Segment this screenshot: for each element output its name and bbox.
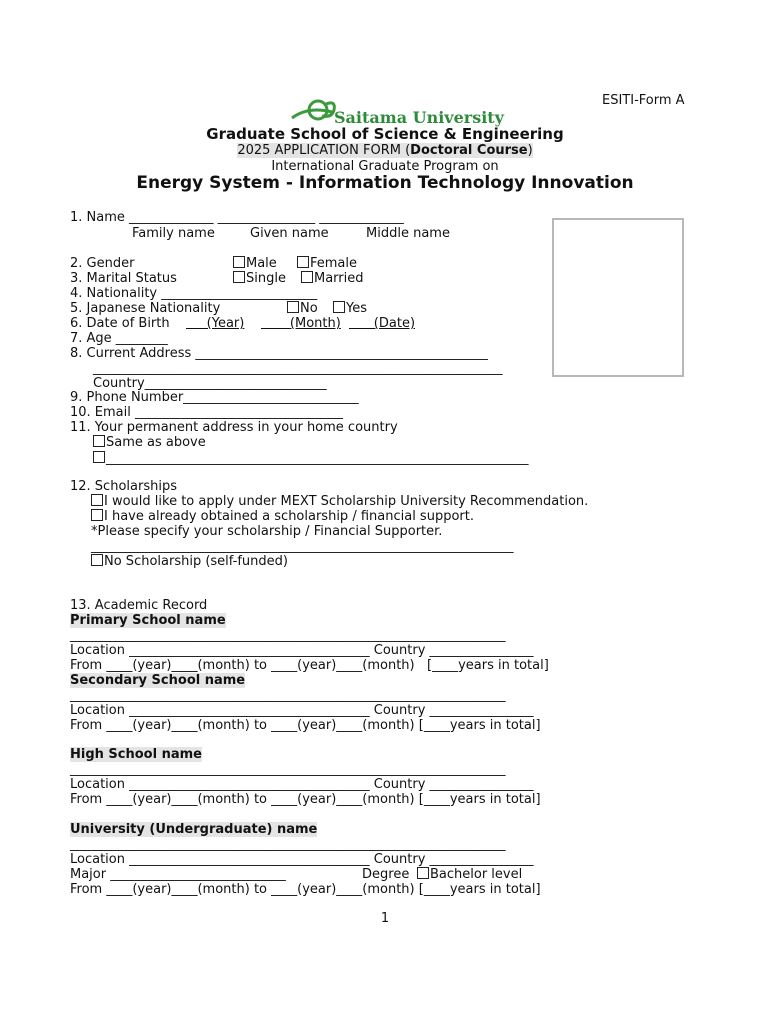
marital-label: 3. Marital Status (70, 271, 177, 286)
marital-married-option[interactable]: Married (301, 271, 364, 286)
japanese-nationality-label: 5. Japanese Nationality (70, 301, 221, 316)
program-title: Energy System - Information Technology Innovation (136, 173, 634, 193)
degree-bachelor-option[interactable]: Bachelor level (417, 867, 522, 882)
secondary-school-name-field[interactable]: ___________________________________________________________________ (70, 688, 506, 703)
secondary-period-field[interactable]: From ____(year)____(month) to ____(year)____(month) [____years in total] (70, 718, 541, 733)
japanese-no-option[interactable]: No (287, 301, 318, 316)
scholarship-mext-option[interactable]: I would like to apply under MEXT Scholarship University Recommendation. (91, 494, 588, 509)
form-line-post: ) (527, 143, 533, 158)
name-middle-label: Middle name (366, 226, 450, 241)
form-line-pre: 2025 APPLICATION FORM ( (237, 143, 411, 158)
checkbox-icon[interactable] (233, 271, 245, 283)
gender-female-option[interactable]: Female (297, 256, 357, 271)
secondary-location-field[interactable]: Location _____________________________________ Country ________________ (70, 703, 534, 718)
program-intro: International Graduate Program on (271, 159, 499, 174)
primary-period-field[interactable]: From ____(year)____(month) to ____(year)____(month) [____years in total] (70, 658, 549, 673)
checkbox-icon[interactable] (301, 271, 313, 283)
name-family-label: Family name (132, 226, 215, 241)
scholarship-obtained-option[interactable]: I have already obtained a scholarship / financial support. (91, 509, 474, 524)
university-name: Saitama University (334, 108, 504, 127)
address-field[interactable]: 8. Current Address _____________________________________________ (70, 346, 488, 361)
checkbox-icon[interactable] (93, 435, 105, 447)
university-location-field[interactable]: Location _____________________________________ Country ________________ (70, 852, 534, 867)
photo-box[interactable] (552, 218, 684, 377)
gender-label: 2. Gender (70, 256, 135, 271)
university-period-field[interactable]: From ____(year)____(month) to ____(year)____(month) [____years in total] (70, 882, 541, 897)
academic-record-label: 13. Academic Record (70, 598, 208, 613)
primary-location-field[interactable]: Location _____________________________________ Country ________________ (70, 643, 534, 658)
checkbox-icon[interactable] (333, 301, 345, 313)
secondary-school-title: Secondary School name (70, 673, 246, 688)
degree-label: Degree (362, 867, 410, 882)
high-period-field[interactable]: From ____(year)____(month) to ____(year)____(month) [____years in total] (70, 792, 541, 807)
gender-male-option[interactable]: Male (233, 256, 277, 271)
age-field[interactable]: 7. Age ________ (70, 331, 168, 346)
dob-month-field[interactable]: (Month) (261, 316, 341, 331)
checkbox-icon[interactable] (91, 554, 103, 566)
dob-label: 6. Date of Birth (70, 316, 170, 331)
dob-year-field[interactable]: (Year) (186, 316, 245, 331)
scholarships-label: 12. Scholarships (70, 479, 177, 494)
scholarship-specify-field[interactable]: _________________________________________________________________ (91, 539, 514, 554)
checkbox-icon[interactable] (91, 494, 103, 506)
japanese-yes-option[interactable]: Yes (333, 301, 367, 316)
high-location-field[interactable]: Location _____________________________________ Country ________________ (70, 777, 534, 792)
checkbox-icon[interactable] (297, 256, 309, 268)
country-field[interactable]: Country____________________________ (93, 376, 327, 391)
nationality-field[interactable]: 4. Nationality ________________________ (70, 286, 318, 301)
checkbox-icon[interactable] (91, 509, 103, 521)
high-school-name-field[interactable]: ___________________________________________________________________ (70, 762, 506, 777)
email-field[interactable]: 10. Email ________________________________ (70, 405, 344, 420)
form-line (0, 143, 770, 158)
school-title: Graduate School of Science & Engineering (206, 125, 564, 143)
permanent-same-option[interactable]: Same as above (93, 435, 206, 450)
university-title: University (Undergraduate) name (70, 822, 318, 837)
form-line-bold: Doctoral Course (410, 143, 528, 158)
primary-school-title: Primary School name (70, 613, 226, 628)
page-number: 1 (380, 911, 390, 926)
checkbox-icon[interactable] (417, 867, 429, 879)
primary-school-name-field[interactable]: ___________________________________________________________________ (70, 628, 506, 643)
name-field[interactable]: 1. Name _____________ _______________ _____________ (70, 210, 404, 225)
marital-single-option[interactable]: Single (233, 271, 286, 286)
checkbox-icon[interactable] (287, 301, 299, 313)
address-line-2[interactable]: _______________________________________________________________ (93, 361, 503, 376)
high-school-title: High School name (70, 747, 202, 762)
name-given-label: Given name (250, 226, 329, 241)
scholarship-specify-note: *Please specify your scholarship / Financial Supporter. (91, 524, 443, 539)
checkbox-icon[interactable] (233, 256, 245, 268)
form-id: ESITI-Form A (602, 93, 685, 108)
university-name-field[interactable]: ___________________________________________________________________ (70, 837, 506, 852)
permanent-address-label: 11. Your permanent address in your home country (70, 420, 398, 435)
phone-field[interactable]: 9. Phone Number___________________________ (70, 390, 359, 405)
major-field[interactable]: Major ___________________________ (70, 867, 286, 882)
dob-date-field[interactable]: (Date) (349, 316, 416, 331)
scholarship-none-option[interactable]: No Scholarship (self-funded) (91, 554, 288, 569)
permanent-other-option[interactable]: _________________________________________________________________ (93, 451, 529, 466)
checkbox-icon[interactable] (93, 451, 105, 463)
